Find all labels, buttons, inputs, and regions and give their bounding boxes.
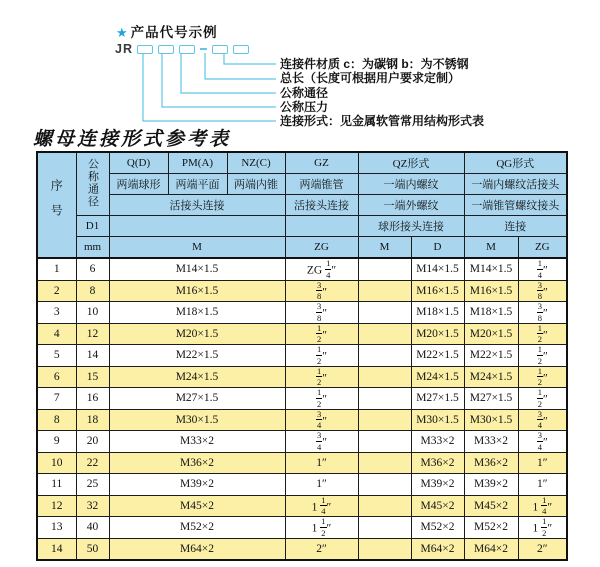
cell-qz-d: M45×2 xyxy=(411,495,464,517)
code-box xyxy=(137,45,153,54)
table-row xyxy=(37,409,567,431)
header-col-qz-m: M xyxy=(358,237,411,259)
header-qz-sub3: 球形接头连接 xyxy=(358,216,464,237)
cell-qz-m xyxy=(358,258,411,280)
cell-qg-m: M27×1.5 xyxy=(464,388,518,410)
cell-qz-m xyxy=(358,388,411,410)
cell-serial: 10 xyxy=(37,452,76,474)
cell-qg-zg: $\frac{1}{2}$ ″ xyxy=(518,388,567,410)
product-code-row xyxy=(115,42,254,56)
cell-gz-zg: ZG $\frac{1}{4}$ ″ xyxy=(285,258,358,280)
cell-qg-m: M64×2 xyxy=(464,538,518,560)
cell-serial: 6 xyxy=(37,366,76,388)
cell-m-thread: M45×2 xyxy=(109,495,285,517)
cell-qz-m xyxy=(358,409,411,431)
header-col-qg-zg: ZG xyxy=(518,237,567,259)
cell-qg-m: M22×1.5 xyxy=(464,345,518,367)
nut-connection-table xyxy=(36,151,568,561)
header-serial: 序号 xyxy=(37,152,76,258)
cell-serial: 2 xyxy=(37,280,76,302)
cell-qz-m xyxy=(358,538,411,560)
cell-serial: 8 xyxy=(37,409,76,431)
table-row xyxy=(37,323,567,345)
cell-qg-m: M45×2 xyxy=(464,495,518,517)
cell-qz-d: M30×1.5 xyxy=(411,409,464,431)
table-row xyxy=(37,474,567,496)
table-row xyxy=(37,517,567,539)
cell-diameter: 12 xyxy=(76,323,109,345)
cell-qg-zg: $\frac{1}{2}$ ″ xyxy=(518,345,567,367)
cell-qg-m: M36×2 xyxy=(464,452,518,474)
cell-qz-m xyxy=(358,323,411,345)
table-row xyxy=(37,495,567,517)
cell-gz-zg: 1 $\frac{1}{4}$ ″ xyxy=(285,495,358,517)
cell-diameter: 50 xyxy=(76,538,109,560)
header-empty xyxy=(285,216,358,237)
cell-qz-d: M24×1.5 xyxy=(411,366,464,388)
cell-diameter: 14 xyxy=(76,345,109,367)
header-nz: NZ(C) xyxy=(227,152,285,174)
code-box xyxy=(158,45,174,54)
code-prefix: JR xyxy=(115,42,133,56)
cell-m-thread: M14×1.5 xyxy=(109,258,285,280)
legend-heading-text: 产品代号示例 xyxy=(130,25,218,40)
cell-qg-zg: 1″ xyxy=(518,474,567,496)
header-gz-sub: 两端锥管 xyxy=(285,174,358,195)
cell-qz-d: M18×1.5 xyxy=(411,302,464,324)
cell-qg-zg: $\frac{1}{2}$ ″ xyxy=(518,366,567,388)
header-gz: GZ xyxy=(285,152,358,174)
cell-qg-m: M16×1.5 xyxy=(464,280,518,302)
cell-qg-m: M30×1.5 xyxy=(464,409,518,431)
cell-m-thread: M39×2 xyxy=(109,474,285,496)
header-qg: QG形式 xyxy=(464,152,567,174)
cell-m-thread: M22×1.5 xyxy=(109,345,285,367)
table-row xyxy=(37,345,567,367)
cell-serial: 3 xyxy=(37,302,76,324)
table-row xyxy=(37,538,567,560)
cell-qg-m: M24×1.5 xyxy=(464,366,518,388)
cell-qz-m xyxy=(358,517,411,539)
cell-serial: 1 xyxy=(37,258,76,280)
cell-qz-m xyxy=(358,302,411,324)
cell-qg-zg: $\frac{3}{4}$ ″ xyxy=(518,431,567,453)
table-title: 螺母连接形式参考表 xyxy=(33,129,232,150)
callout-nominal-diameter: 公称通径 xyxy=(280,86,329,100)
cell-m-thread: M20×1.5 xyxy=(109,323,285,345)
callout-nominal-pressure: 公称压力 xyxy=(280,100,329,114)
cell-serial: 7 xyxy=(37,388,76,410)
header-qg-sub1: 一端内螺纹活接头 xyxy=(464,174,567,195)
cell-gz-zg: 1″ xyxy=(285,452,358,474)
table-row xyxy=(37,258,567,280)
cell-gz-zg: $\frac{3}{4}$ ″ xyxy=(285,431,358,453)
header-q-sub: 两端球形 xyxy=(109,174,168,195)
header-qg-sub2: 一端锥管螺纹接头 xyxy=(464,195,567,216)
cell-qg-m: M20×1.5 xyxy=(464,323,518,345)
table-row xyxy=(37,452,567,474)
cell-serial: 13 xyxy=(37,517,76,539)
cell-qz-d: M64×2 xyxy=(411,538,464,560)
header-empty xyxy=(109,216,285,237)
cell-qz-m xyxy=(358,474,411,496)
cell-qz-d: M39×2 xyxy=(411,474,464,496)
cell-gz-zg: $\frac{3}{8}$ ″ xyxy=(285,302,358,324)
cell-qz-d: M16×1.5 xyxy=(411,280,464,302)
cell-m-thread: M18×1.5 xyxy=(109,302,285,324)
cell-qz-m xyxy=(358,280,411,302)
header-col-qz-d: D xyxy=(411,237,464,259)
header-qz: QZ形式 xyxy=(358,152,464,174)
cell-diameter: 16 xyxy=(76,388,109,410)
code-box xyxy=(212,45,228,54)
table-row xyxy=(37,302,567,324)
header-d1: D1 xyxy=(76,216,109,237)
cell-qz-d: M52×2 xyxy=(411,517,464,539)
cell-serial: 5 xyxy=(37,345,76,367)
header-mm: mm xyxy=(76,237,109,259)
code-box xyxy=(179,45,195,54)
cell-qg-zg: $\frac{3}{8}$ ″ xyxy=(518,302,567,324)
cell-qg-m: M39×2 xyxy=(464,474,518,496)
cell-qg-zg: $\frac{3}{8}$ ″ xyxy=(518,280,567,302)
table-row xyxy=(37,431,567,453)
cell-m-thread: M64×2 xyxy=(109,538,285,560)
cell-diameter: 22 xyxy=(76,452,109,474)
cell-qz-m xyxy=(358,345,411,367)
cell-m-thread: M33×2 xyxy=(109,431,285,453)
cell-serial: 12 xyxy=(37,495,76,517)
cell-qz-d: M27×1.5 xyxy=(411,388,464,410)
header-qg-sub3: 连接 xyxy=(464,216,567,237)
code-dash xyxy=(200,48,207,50)
header-union-connection: 活接头连接 xyxy=(109,195,285,216)
header-q: Q(D) xyxy=(109,152,168,174)
cell-diameter: 32 xyxy=(76,495,109,517)
cell-qz-m xyxy=(358,452,411,474)
header-qz-sub2: 一端外螺纹 xyxy=(358,195,464,216)
code-box xyxy=(233,45,249,54)
cell-qz-m xyxy=(358,366,411,388)
cell-qg-zg: $\frac{1}{4}$ ″ xyxy=(518,258,567,280)
cell-m-thread: M16×1.5 xyxy=(109,280,285,302)
cell-gz-zg: $\frac{1}{2}$ ″ xyxy=(285,388,358,410)
cell-diameter: 18 xyxy=(76,409,109,431)
cell-m-thread: M30×1.5 xyxy=(109,409,285,431)
table-row xyxy=(37,366,567,388)
header-pm: PM(A) xyxy=(168,152,227,174)
header-col-m: M xyxy=(109,237,285,259)
cell-qg-m: M14×1.5 xyxy=(464,258,518,280)
cell-qg-m: M52×2 xyxy=(464,517,518,539)
cell-gz-zg: $\frac{1}{2}$ ″ xyxy=(285,366,358,388)
header-col-qg-m: M xyxy=(464,237,518,259)
cell-diameter: 40 xyxy=(76,517,109,539)
callout-connection-form: 连接形式：见金属软管常用结构形式表 xyxy=(280,114,485,128)
cell-diameter: 25 xyxy=(76,474,109,496)
header-diameter: 公称通径 xyxy=(76,152,109,216)
header-qz-sub1: 一端内螺纹 xyxy=(358,174,464,195)
cell-qg-zg: $\frac{1}{2}$ ″ xyxy=(518,323,567,345)
table-header xyxy=(37,152,567,258)
legend-heading xyxy=(116,21,218,41)
table-row xyxy=(37,388,567,410)
cell-qz-m xyxy=(358,495,411,517)
cell-gz-zg: $\frac{3}{8}$ ″ xyxy=(285,280,358,302)
cell-diameter: 10 xyxy=(76,302,109,324)
cell-gz-zg: $\frac{1}{2}$ ″ xyxy=(285,345,358,367)
cell-qg-zg: 1″ xyxy=(518,452,567,474)
cell-m-thread: M27×1.5 xyxy=(109,388,285,410)
cell-gz-zg: 2″ xyxy=(285,538,358,560)
cell-diameter: 20 xyxy=(76,431,109,453)
cell-serial: 4 xyxy=(37,323,76,345)
cell-serial: 14 xyxy=(37,538,76,560)
cell-diameter: 8 xyxy=(76,280,109,302)
header-pm-sub: 两端平面 xyxy=(168,174,227,195)
cell-m-thread: M52×2 xyxy=(109,517,285,539)
cell-gz-zg: 1 $\frac{1}{2}$ ″ xyxy=(285,517,358,539)
cell-qg-zg: $\frac{3}{4}$ ″ xyxy=(518,409,567,431)
cell-diameter: 15 xyxy=(76,366,109,388)
header-gz-connection: 活接头连接 xyxy=(285,195,358,216)
cell-serial: 11 xyxy=(37,474,76,496)
cell-qz-m xyxy=(358,431,411,453)
cell-qz-d: M22×1.5 xyxy=(411,345,464,367)
cell-qg-zg: 1 $\frac{1}{2}$ ″ xyxy=(518,517,567,539)
cell-qz-d: M36×2 xyxy=(411,452,464,474)
cell-m-thread: M36×2 xyxy=(109,452,285,474)
table-row xyxy=(37,280,567,302)
cell-gz-zg: $\frac{3}{4}$ ″ xyxy=(285,409,358,431)
cell-qg-zg: 1 $\frac{1}{4}$ ″ xyxy=(518,495,567,517)
cell-serial: 9 xyxy=(37,431,76,453)
cell-qg-m: M33×2 xyxy=(464,431,518,453)
cell-diameter: 6 xyxy=(76,258,109,280)
callout-material: 连接件材质 c：为碳钢 b：为不锈钢 xyxy=(280,57,469,71)
cell-gz-zg: $\frac{1}{2}$ ″ xyxy=(285,323,358,345)
cell-gz-zg: 1″ xyxy=(285,474,358,496)
table-body xyxy=(37,258,567,560)
header-col-zg: ZG xyxy=(285,237,358,259)
cell-qg-zg: 2″ xyxy=(518,538,567,560)
cell-qz-d: M33×2 xyxy=(411,431,464,453)
callout-total-length: 总长（长度可根据用户要求定制） xyxy=(280,71,461,85)
header-nz-sub: 两端内锥 xyxy=(227,174,285,195)
cell-qg-m: M18×1.5 xyxy=(464,302,518,324)
cell-qz-d: M14×1.5 xyxy=(411,258,464,280)
cell-qz-d: M20×1.5 xyxy=(411,323,464,345)
star-icon: ★ xyxy=(116,25,129,40)
cell-m-thread: M24×1.5 xyxy=(109,366,285,388)
